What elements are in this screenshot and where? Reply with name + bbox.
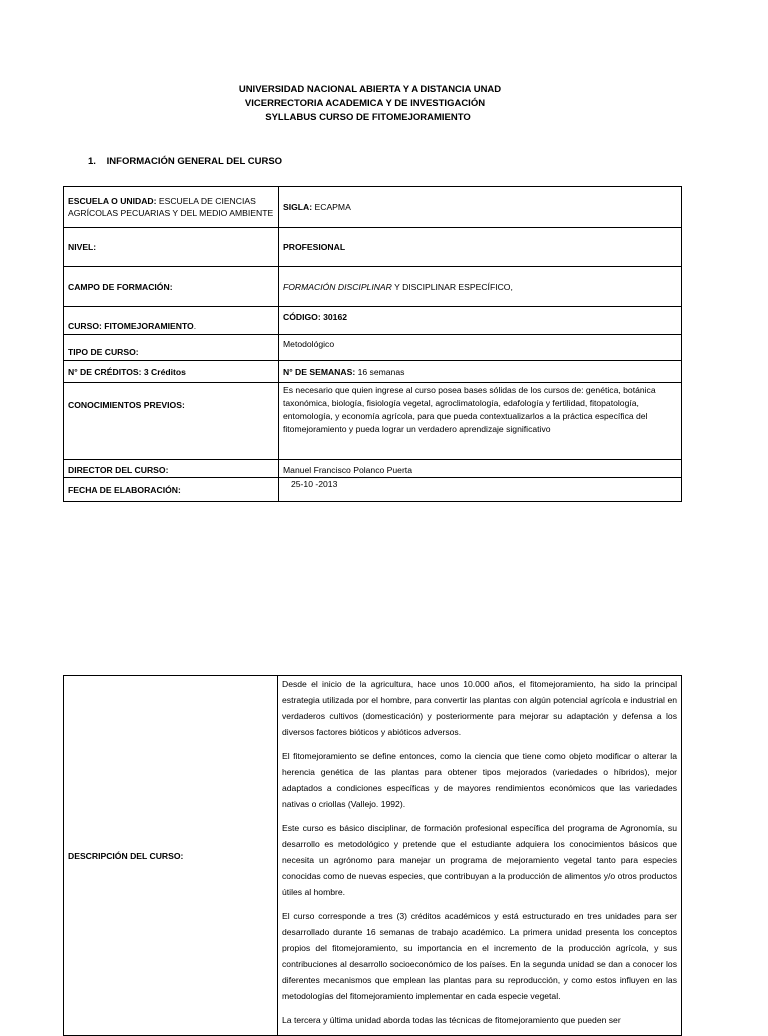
fecha-label-cell [64, 478, 279, 502]
director-value-cell [279, 460, 682, 478]
codigo-label: CÓDIGO: [283, 312, 321, 322]
descripcion-label: DESCRIPCIÓN DEL CURSO: [68, 850, 184, 861]
nivel-value: PROFESIONAL [283, 242, 346, 252]
campo-value-rest: Y DISCIPLINAR ESPECÍFICO, [394, 281, 513, 292]
curso-label: CURSO: [68, 321, 102, 331]
descripcion-paragraph: Este curso es básico disciplinar, de formación profesional específica del programa de Agronomía, su desarrollo es metodológico y pretende que el estudiante adquiera los conocimientos básicos que necesita un agrónomo para manejar un programa de mejoramiento vegetal tanto para especies conocidas como de nuevas especies, que contribuyan a la producción de alimentos y/o otros productos útiles al hombre. [282, 823, 677, 897]
sigla-label: SIGLA: [283, 202, 313, 212]
conocimientos-label-cell [64, 383, 279, 460]
escuela-value: ESCUELA DE CIENCIAS AGRÍCOLAS PECUARIAS Y DEL MEDIO AMBIENTE [68, 196, 274, 218]
escuela-cell [64, 187, 279, 228]
fecha-label: FECHA DE ELABORACIÓN: [68, 484, 181, 495]
codigo-value: 30162 [323, 312, 348, 322]
conocimientos-value: Es necesario que quien ingrese al curso posea bases sólidas de los cursos de: genética, botánica taxonómica, biología, fisiología vegetal, agroclimatología, edafología y fertilidad, fitopatología, entomología, y economía agrícola, para que pueda contextualizarlos a la práctica específica del fitomejoramiento y pueda lograr un verdadero aprendizaje significativo [283, 385, 656, 434]
curso-value: FITOMEJORAMIENTO [104, 321, 194, 331]
sigla-value: ECAPMA [314, 202, 351, 212]
curso-cell: CURSO: FITOMEJORAMIENTO. [64, 307, 279, 335]
section-number: 1. [88, 156, 96, 167]
fecha-value-cell [279, 478, 682, 502]
tipo-label-cell [64, 335, 279, 361]
section-title: INFORMACIÓN GENERAL DEL CURSO [106, 156, 283, 167]
campo-value-cell [279, 267, 682, 307]
campo-label-cell [64, 267, 279, 307]
descripcion-text-cell [278, 676, 682, 1036]
descripcion-paragraph: El fitomejoramiento se define entonces, como la ciencia que tiene como objeto modificar o alterar la herencia genética de las plantas para obtener tipos mejorados (variedades o híbridos), mejor adaptados a condiciones específicas y de mayores rendimientos económicos que las variedades nativas o criollas (Vallejo. 1992). [282, 751, 677, 809]
semanas-cell [279, 361, 682, 383]
university-title: UNIVERSIDAD NACIONAL ABIERTA Y A DISTANCIA UNAD [238, 84, 502, 95]
creditos-cell [64, 361, 279, 383]
conocimientos-label: CONOCIMIENTOS PREVIOS: [68, 400, 185, 410]
director-value: Manuel Francisco Polanco Puerta [283, 465, 412, 475]
descripcion-paragraph: La tercera y última unidad aborda todas las técnicas de fitomejoramiento que pueden ser [282, 1015, 621, 1025]
tipo-value: Metodológico [283, 339, 335, 349]
campo-value-italic: FORMACIÓN DISCIPLINAR [283, 281, 392, 292]
creditos-value: 3 Créditos [143, 366, 186, 377]
campo-label: CAMPO DE FORMACIÓN: [68, 281, 173, 292]
nivel-value-cell [279, 228, 682, 267]
nivel-label: NIVEL: [68, 242, 97, 252]
vicerrectoria-title: VICERRECTORIA ACADEMICA Y DE INVESTIGACIÓN [244, 98, 486, 109]
syllabus-title: SYLLABUS CURSO DE FITOMEJORAMIENTO [265, 112, 471, 123]
course-description-table [63, 675, 682, 1036]
semanas-value: 16 semanas [357, 366, 405, 377]
descripcion-label-cell [64, 676, 278, 1036]
director-label: DIRECTOR DEL CURSO: [68, 465, 169, 475]
nivel-label-cell [64, 228, 279, 267]
course-info-table [63, 186, 682, 502]
fecha-value: 25-10 -2013 [291, 479, 338, 489]
escuela-label: ESCUELA O UNIDAD: [68, 196, 157, 206]
conocimientos-value-cell [279, 383, 682, 460]
sigla-cell [279, 187, 682, 228]
tipo-label: TIPO DE CURSO: [68, 347, 139, 357]
tipo-value-cell [279, 335, 682, 361]
semanas-label: N° DE SEMANAS: [283, 366, 356, 377]
descripcion-paragraph: El curso corresponde a tres (3) créditos académicos y está estructurado en tres unidades para ser desarrollado durante 16 semanas de trabajo académico. La primera unidad presenta los conceptos propios del fitomejoramiento, su importancia en el incremento de la producción agrícola, y sus contribuciones al desarrollo socioeconómico de los países. En la segunda unidad se dan a conocer los diferentes mecanismos que emplean las plantas para su reproducción, y como estos influyen en las metodologías del fitomejoramiento implementar en cada especie vegetal. [282, 911, 677, 1001]
section-heading [88, 156, 282, 167]
director-label-cell [64, 460, 279, 478]
codigo-cell [279, 307, 682, 335]
descripcion-paragraph: Desde el inicio de la agricultura, hace unos 10.000 años, el fitomejoramiento, ha sido la principal estrategia utilizada por el hombre, para convertir las plantas con algún potencial agrícola e industrial en verdaderos cultivos (domesticación) y posteriormente para mejorar su adaptación y defensa a los diversos factores bióticos y abióticos adversos. [282, 679, 677, 737]
creditos-label: N° DE CRÉDITOS: [68, 366, 142, 377]
